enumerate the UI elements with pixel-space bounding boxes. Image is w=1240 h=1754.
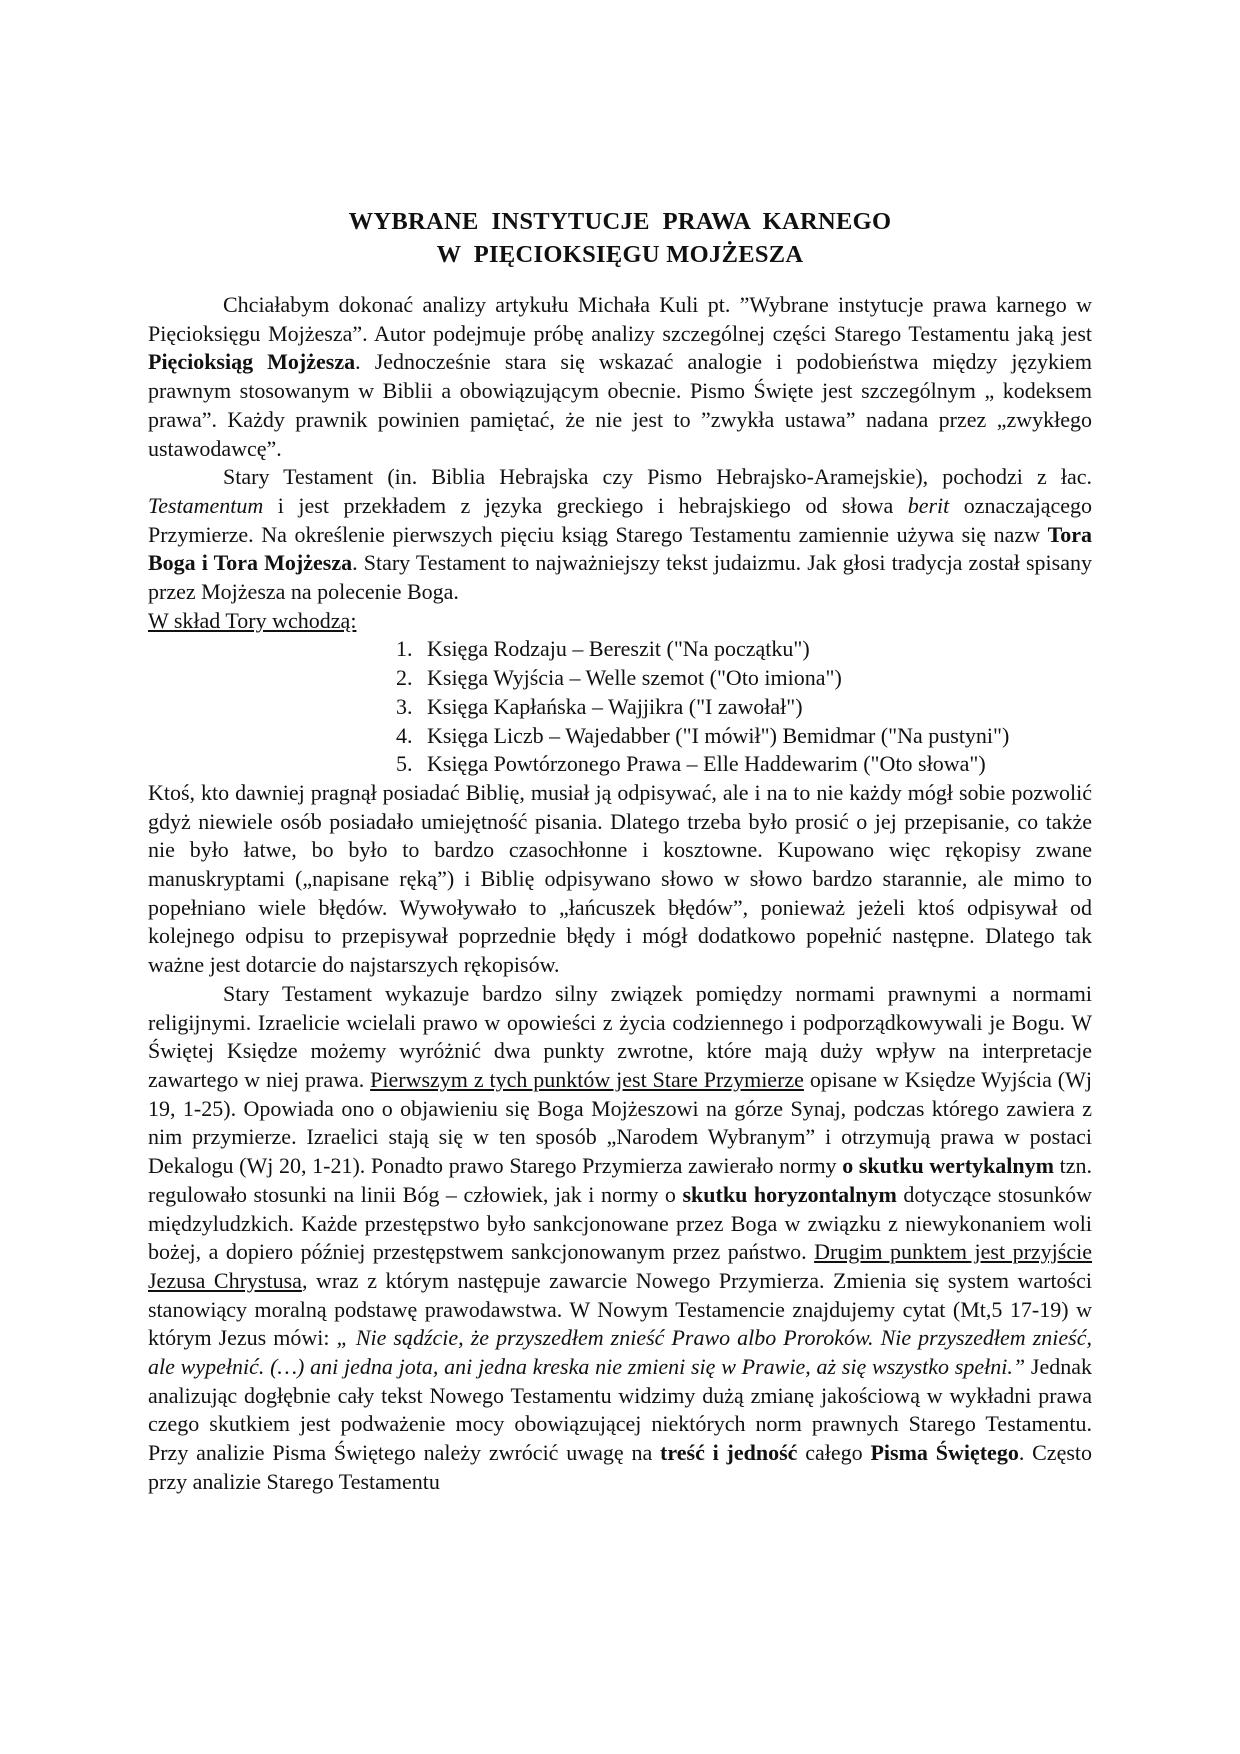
text-run: Stary Testament (in. Biblia Hebrajska czy Pismo Hebrajsko-Aramejskie), pochodzi z łac. <box>223 464 1092 490</box>
paragraph-intro <box>148 291 1092 463</box>
list-number: 2. <box>396 665 413 691</box>
books-list <box>148 635 1092 779</box>
title-line-2: W PIĘCIOKSIĘGU MOJŻESZA <box>436 241 804 268</box>
bold-term: treść i jedność <box>660 1440 798 1466</box>
title-line-1: WYBRANE INSTYTUCJE PRAWA KARNEGO <box>348 208 892 235</box>
list-item-text: Księga Liczb – Wajedabber ("I mówił") Bemidmar ("Na pustyni") <box>427 722 1010 748</box>
paragraph-copying: Ktoś, kto dawniej pragnął posiadać Biblię, musiał ją odpisywać, ale i na to nie każdy mógł sobie pozwolić gdyż niewiele osób posiadało umiejętność pisania. Dlatego trzeba było prosić o jej przepisanie, co także nie było łatwe, bo było to bardzo czasochłonne i kosztowne. Kupowano więc rękopisy zwane manuskryptami („napisane ręką”) i Biblię odpisywano słowo w słowo bardzo starannie, ale mimo to popełniano wiele błędów. Wywoływało to „łańcuszek błędów”, ponieważ jeżeli ktoś odpisywał od kolejnego odpisu to przepisywał poprzednie błędy i mógł dodatkowo popełnić następne. Dlatego tak ważne jest dotarcie do najstarszych rękopisów. <box>148 779 1092 978</box>
bold-term: Pisma Świętego <box>870 1440 1019 1466</box>
text-run: tzn. regulowało stosunki na linii Bóg – człowiek, jak i normy o <box>148 1153 1092 1207</box>
paragraph-covenants <box>148 980 1092 1497</box>
underlined-text: W skład Tory wchodzą: <box>148 607 357 633</box>
text-run: Stary Testament wykazuje bardzo silny związek pomiędzy normami prawnymi a normami religijnymi. Izraelicie wcielali prawo w opowieści z życia codziennego i podporządkowywali je Bogu. W Świętej Księdze możemy wyróżnić dwa punkty zwrotne, które mają duży wpływ na interpretacje zawartego w niej prawa. <box>148 980 1092 1092</box>
italic-quote: „ Nie sądźcie, że przyszedłem znieść Prawo albo Proroków. Nie przyszedłem znieść, ale wypełnić. (…) ani jedna jota, ani jedna kreska nie zmieni się w Prawie, aż się wszystko spełni.” <box>148 1325 1092 1380</box>
underlined-text: Pierwszym z tych punktów jest Stare Przymierze <box>370 1066 804 1092</box>
text-run: opisane w Księdze Wyjścia (Wj 19, 1-25). Opowiada ono o objawieniu się Boga Mojżeszowi na górze Synaj, podczas którego zawiera z nim przymierze. Izraelici stają się w ten sposób „Narodem Wybranym” i otrzymują prawa w postaci Dekalogu (Wj 20, 1-21). Ponadto prawo Starego Przymierza zawierało normy <box>148 1066 1092 1179</box>
list-item <box>396 693 1092 722</box>
bold-term: Pięcioksiąg Mojżesza <box>148 349 356 375</box>
list-item <box>396 722 1092 751</box>
paragraph-old-testament <box>148 463 1092 607</box>
text-run: . Często przy analizie Starego Testamentu <box>148 1440 1093 1494</box>
text-run: dotyczące stosunków międzyludzkich. Każde przestępstwo było sankcjonowane przez Boga w związku z niewykonaniem woli bożej, a dopiero później przestępstwem sankcjonowanym przez państwo. <box>148 1181 1092 1265</box>
list-number: 4. <box>396 722 413 748</box>
list-item <box>396 750 1092 779</box>
text-run: Jednak analizując dogłębnie cały tekst Nowego Testamentu widzimy dużą zmianę jakościową w wykładni prawa czego skutkiem jest podważenie mocy obowiązującej niektórych norm prawnych Starego Testamentu. Przy analizie Pisma Świętego należy zwrócić uwagę na <box>148 1354 1092 1466</box>
list-item-text: Księga Rodzaju – Bereszit ("Na początku") <box>427 636 810 662</box>
text-run: . Jednocześnie stara się wskazać analogie i podobieństwa między językiem prawnym stosowanym w Biblii a obowiązującym obecnie. Pismo Święte jest szczególnym „ kodeksem prawa”. Każdy prawnik powinien pamiętać, że nie jest to ”zwykła ustawa” nadana przez „zwykłego ustawodawcę”. <box>148 349 1092 461</box>
bold-term: skutku horyzontalnym <box>682 1181 897 1207</box>
list-intro <box>148 607 1092 636</box>
list-item <box>396 664 1092 693</box>
text-run: całego <box>797 1440 871 1466</box>
text-run: , wraz z którym następuje zawarcie Nowego Przymierza. Zmienia się system wartości stanowiący moralną podstawę prawodawstwa. W Nowym Testamencie znajdujemy cytat (Mt,5 17-19) w którym Jezus mówi: <box>148 1267 1092 1351</box>
italic-term: Testamentum <box>148 492 264 518</box>
text-run: . Stary Testament to najważniejszy tekst judaizmu. Jak głosi tradycja został spisany przez Mojżesza na polecenie Boga. <box>148 550 1092 605</box>
bold-term: o skutku wertykalnym <box>842 1153 1054 1179</box>
document-page <box>148 205 1092 1497</box>
list-item <box>396 635 1092 664</box>
text-run: Chciałabym dokonać analizy artykułu Michała Kuli pt. ”Wybrane instytucje prawa karnego w Pięcioksięgu Mojżesza”. Autor podejmuje próbę analizy szczególnej części Starego Testamentu jaką jest <box>148 292 1092 346</box>
list-item-text: Księga Powtórzonego Prawa – Elle Haddewarim ("Oto słowa") <box>427 751 986 777</box>
bold-term: Tora Boga i Tora Mojżesza <box>148 521 1092 576</box>
list-number: 1. <box>396 636 413 662</box>
document-title <box>148 205 1092 271</box>
list-item-text: Księga Wyjścia – Welle szemot ("Oto imiona") <box>427 665 842 691</box>
list-number: 5. <box>396 751 413 777</box>
list-number: 3. <box>396 693 413 719</box>
text-run: i jest przekładem z języka greckiego i hebrajskiego od słowa <box>263 492 908 518</box>
underlined-text: Drugim punktem jest przyjście Jezusa Chrystusa <box>148 1239 1092 1293</box>
italic-term: berit <box>907 492 950 518</box>
list-item-text: Księga Kapłańska – Wajjikra ("I zawołał") <box>427 693 803 719</box>
text-run: oznaczającego Przymierze. Na określenie pierwszych pięciu ksiąg Starego Testamentu zamiennie używa się nazw <box>148 492 1092 547</box>
